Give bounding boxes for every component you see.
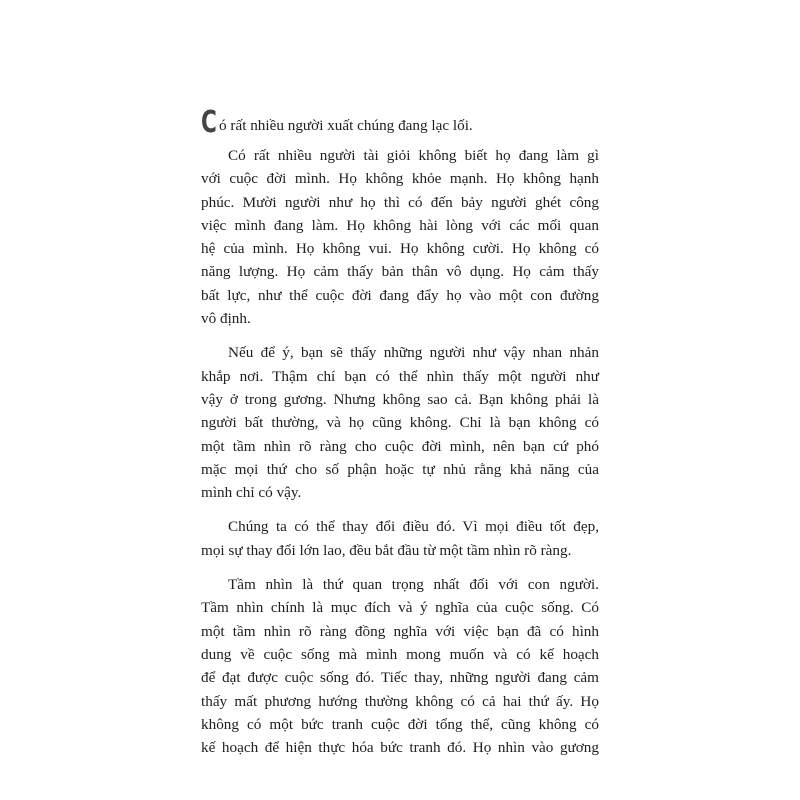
text-line: một tầm nhìn rõ ràng đồng nghĩa với việc bạn đã có hình: [201, 622, 599, 640]
text-line: một tầm nhìn rõ ràng cho cuộc đời mình, nên bạn cứ phó: [201, 437, 599, 455]
text-line: Tầm nhìn chính là mục đích và ý nghĩa của cuộc sống. Có: [201, 599, 599, 617]
text-line: mọi sự thay đổi lớn lao, đều bắt đầu từ một tầm nhìn rõ ràng.: [201, 541, 572, 559]
text-line: Tầm nhìn là thứ quan trọng nhất đối với con người.: [228, 576, 599, 594]
text-line: để đạt được cuộc sống đó. Tiếc thay, những người đang cảm: [201, 669, 599, 687]
text-line: việc mình đang làm. Họ không hài lòng với các mối quan: [201, 216, 599, 234]
text-line: Có rất nhiều người tài giỏi không biết họ đang làm gì: [228, 147, 599, 164]
paragraph: [201, 144, 599, 330]
text-line: mặc mọi thứ cho số phận hoặc tự nhủ rằng khả năng của: [201, 460, 599, 478]
text-line: phúc. Mười người như họ thì có đến bảy người ghét công: [201, 193, 599, 211]
text-line: kế hoạch để hiện thực hóa bức tranh đó. Họ nhìn vào gương: [201, 739, 599, 757]
text-line: năng lượng. Họ cảm thấy bản thân vô dụng. Họ cảm thấy: [201, 263, 599, 281]
paragraph: [201, 573, 599, 759]
paragraph: [201, 341, 599, 504]
text-line: dung về cuộc sống mà mình mong muốn và có kế hoạch: [201, 645, 599, 663]
book-page: [201, 100, 599, 770]
text-line: khắp nơi. Thậm chí bạn có thể nhìn thấy một người như: [201, 367, 599, 385]
text-line: vậy ở trong gương. Nhưng không sao cả. Bạn không phải là: [201, 390, 599, 408]
text-line: hệ của mình. Họ không vui. Họ không cười. Họ không có: [201, 240, 599, 258]
text-line: thấy mất phương hướng thường không có cả hai thứ ấy. Họ: [201, 692, 599, 710]
paragraph: [201, 515, 599, 562]
text-line: với cuộc đời mình. Họ không khỏe mạnh. Họ không hạnh: [201, 170, 599, 188]
text-line: Chúng ta có thể thay đổi điều đó. Vì mọi điều tốt đẹp,: [228, 518, 599, 536]
text-line: bất lực, như thể cuộc đời đang đẩy họ vào một con đường: [201, 286, 599, 304]
opening-line: [201, 100, 599, 140]
text-line: không có một bức tranh cuộc đời tổng thể, cũng không có: [201, 715, 599, 733]
text-line: vô định.: [201, 310, 251, 328]
opening-text: ó rất nhiều người xuất chúng đang lạc lối.: [219, 117, 473, 134]
text-line: mình chỉ có vậy.: [201, 484, 302, 502]
body-text: [201, 144, 599, 759]
text-line: Nếu để ý, bạn sẽ thấy những người như vậy nhan nhản: [228, 344, 599, 362]
text-line: người bất thường, và họ cũng không. Chỉ là bạn không có: [201, 414, 599, 432]
drop-cap: C: [201, 105, 217, 140]
